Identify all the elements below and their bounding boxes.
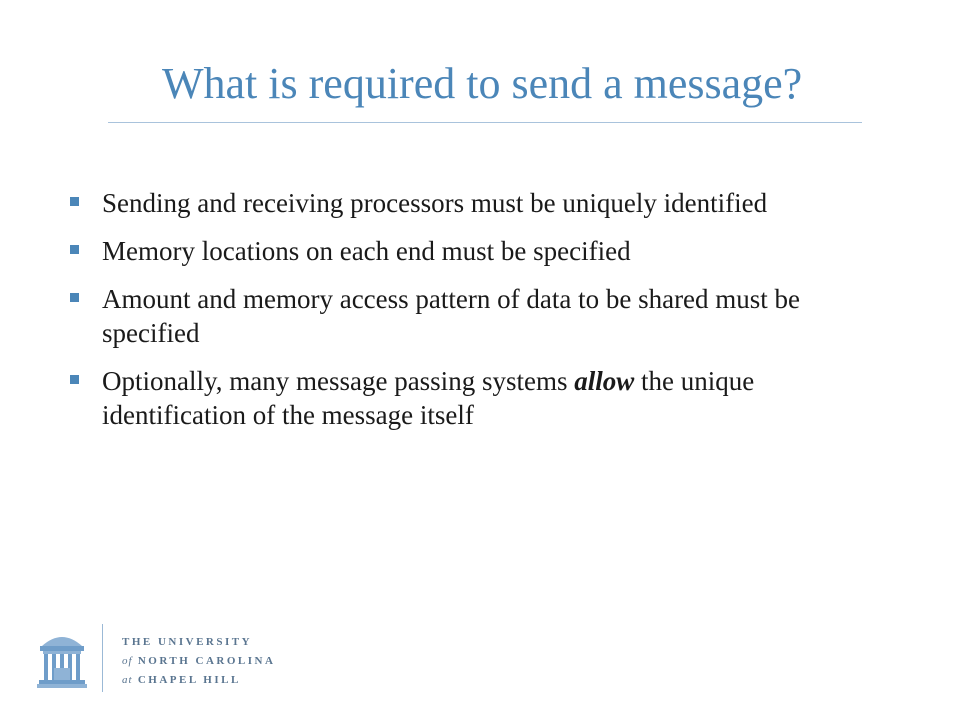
- bullet-item: [68, 186, 888, 220]
- bullet-square-icon: [70, 293, 79, 302]
- logo-wordmark: [122, 633, 275, 690]
- bullet-square-icon: [70, 197, 79, 206]
- bullet-text: Sending and receiving processors must be uniquely identified: [102, 188, 768, 218]
- logo-divider: [102, 624, 103, 692]
- bullet-item: [68, 234, 888, 268]
- bullet-text: [102, 364, 888, 432]
- old-well-icon: [36, 628, 88, 690]
- logo-line-2-prefix: of: [122, 655, 133, 667]
- logo-line-2: [122, 652, 275, 671]
- bullet-text-part: the unique identification of the message itself: [102, 366, 755, 430]
- emphasized-word: allow: [574, 366, 635, 396]
- logo-line-2-text: NORTH CAROLINA: [137, 655, 276, 667]
- bullet-item: [68, 282, 888, 350]
- slide-title: What is required to send a message?: [162, 59, 803, 108]
- bullet-item: [68, 364, 888, 432]
- title-divider: [108, 122, 862, 123]
- bullet-text-part: Optionally, many message passing systems: [102, 366, 575, 396]
- university-logo: [36, 624, 336, 694]
- logo-line-3-text: CHAPEL HILL: [137, 674, 241, 686]
- bullet-square-icon: [70, 245, 79, 254]
- bullet-text: Memory locations on each end must be specified: [102, 236, 631, 266]
- logo-line-3: [122, 671, 275, 690]
- bullet-text: Amount and memory access pattern of data to be shared must be specified: [102, 284, 801, 348]
- logo-line-3-prefix: at: [122, 674, 133, 686]
- logo-line-1: THE UNIVERSITY: [122, 636, 253, 648]
- bullet-list: [68, 186, 888, 446]
- bullet-square-icon: [70, 375, 79, 384]
